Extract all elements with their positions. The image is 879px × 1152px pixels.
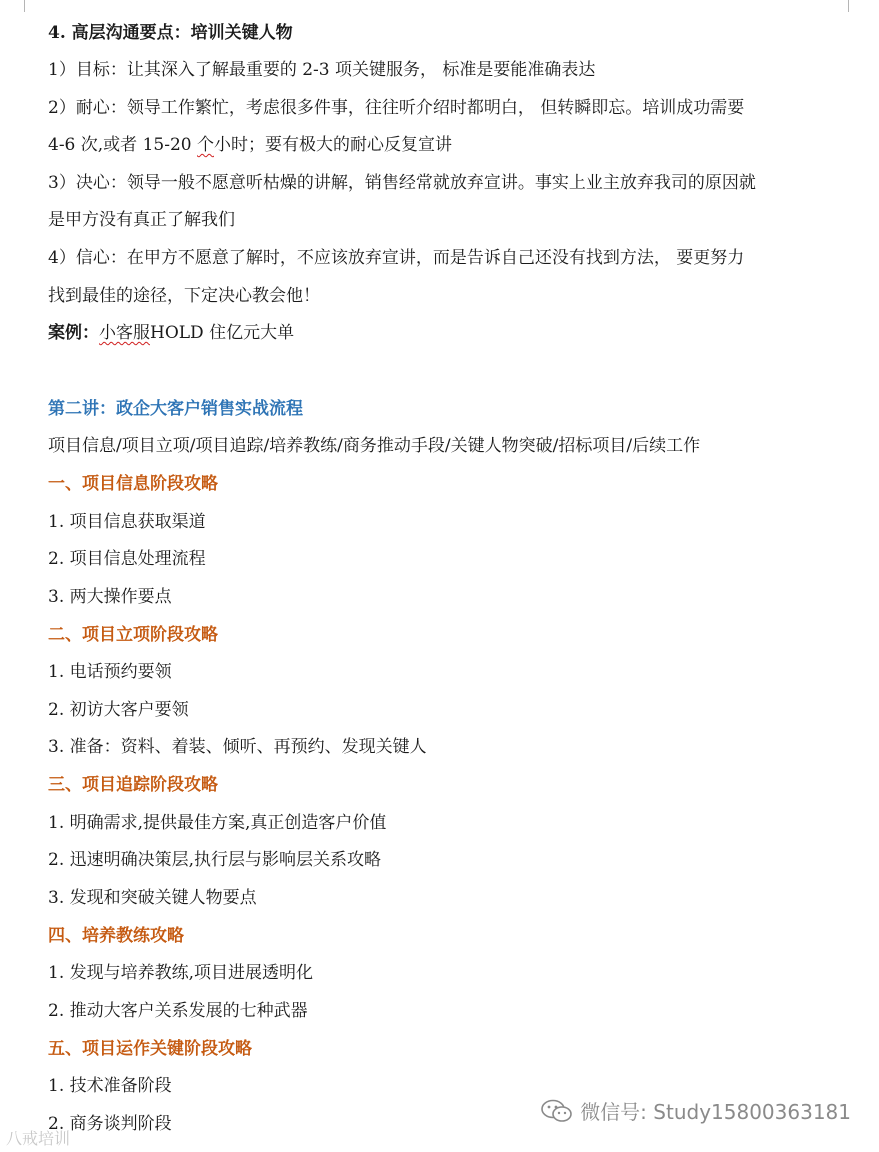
paragraph-confidence-2: 找到最佳的途径，下定决心教会他！ xyxy=(48,286,320,306)
list-item: 2. 项目信息处理流程 xyxy=(48,549,206,569)
wechat-watermark xyxy=(540,1096,851,1125)
crop-mark-left xyxy=(12,0,25,12)
case-text: HOLD 住亿元大单 xyxy=(150,323,295,343)
crop-mark-right xyxy=(848,0,861,12)
list-item: 2. 商务谈判阶段 xyxy=(48,1114,172,1134)
case-wavy-word: 小客服 xyxy=(99,323,150,343)
spellcheck-word: 个 xyxy=(197,135,214,155)
list-item: 1. 发现与培养教练,项目进展透明化 xyxy=(48,963,314,983)
list-item: 2. 迅速明确决策层,执行层与影响层关系攻略 xyxy=(48,850,382,870)
section-heading: 四、培养教练攻略 xyxy=(48,926,184,946)
case-line xyxy=(48,322,294,344)
logo-watermark xyxy=(6,1126,70,1149)
section-heading: 三、项目追踪阶段攻略 xyxy=(48,775,218,795)
list-item: 1. 电话预约要领 xyxy=(48,662,172,682)
list-item: 3. 发现和突破关键人物要点 xyxy=(48,888,257,908)
lecture-overview: 项目信息/项目立项/项目追踪/培养教练/商务推动手段/关键人物突破/招标项目/后续工作 xyxy=(48,436,701,456)
paragraph-confidence-1: 4）信心：在甲方不愿意了解时，不应该放弃宣讲，而是告诉自己还没有找到方法， 要更努力 xyxy=(48,248,745,268)
wechat-id-text: 微信号: Study15800363181 xyxy=(580,1100,851,1124)
wechat-icon xyxy=(540,1099,574,1123)
list-item: 2. 推动大客户关系发展的七种武器 xyxy=(48,1001,308,1021)
section-heading: 五、项目运作关键阶段攻略 xyxy=(48,1039,252,1059)
case-label: 案例： xyxy=(48,323,99,343)
section-heading: 一、项目信息阶段攻略 xyxy=(48,474,218,494)
paragraph-determination-2: 是甲方没有真正了解我们 xyxy=(48,210,235,230)
patience-text-a: 4-6 次,或者 15-20 xyxy=(48,135,197,155)
section-heading: 二、项目立项阶段攻略 xyxy=(48,625,218,645)
paragraph-goal: 1）目标：让其深入了解最重要的 2-3 项关键服务， 标准是要能准确表达 xyxy=(48,60,596,80)
list-item: 3. 准备：资料、着装、倾听、再预约、发现关键人 xyxy=(48,737,427,757)
top-heading: 4. 高层沟通要点：培训关键人物 xyxy=(48,23,293,43)
list-item: 3. 两大操作要点 xyxy=(48,587,172,607)
list-item: 2. 初访大客户要领 xyxy=(48,700,189,720)
list-item: 1. 技术准备阶段 xyxy=(48,1076,172,1096)
paragraph-patience-2 xyxy=(48,134,452,156)
paragraph-determination-1: 3）决心：领导一般不愿意听枯燥的讲解，销售经常就放弃宣讲。事实上业主放弃我司的原因就 xyxy=(48,173,756,193)
lecture-title: 第二讲：政企大客户销售实战流程 xyxy=(48,399,303,419)
patience-text-b: 小时；要有极大的耐心反复宣讲 xyxy=(214,135,452,155)
logo-watermark-text: 八戒培训 xyxy=(6,1129,71,1148)
list-item: 1. 明确需求,提供最佳方案,真正创造客户价值 xyxy=(48,813,387,833)
list-item: 1. 项目信息获取渠道 xyxy=(48,512,206,532)
paragraph-patience-1: 2）耐心：领导工作繁忙，考虑很多件事，往往听介绍时都明白， 但转瞬即忘。培训成功需要 xyxy=(48,98,745,118)
